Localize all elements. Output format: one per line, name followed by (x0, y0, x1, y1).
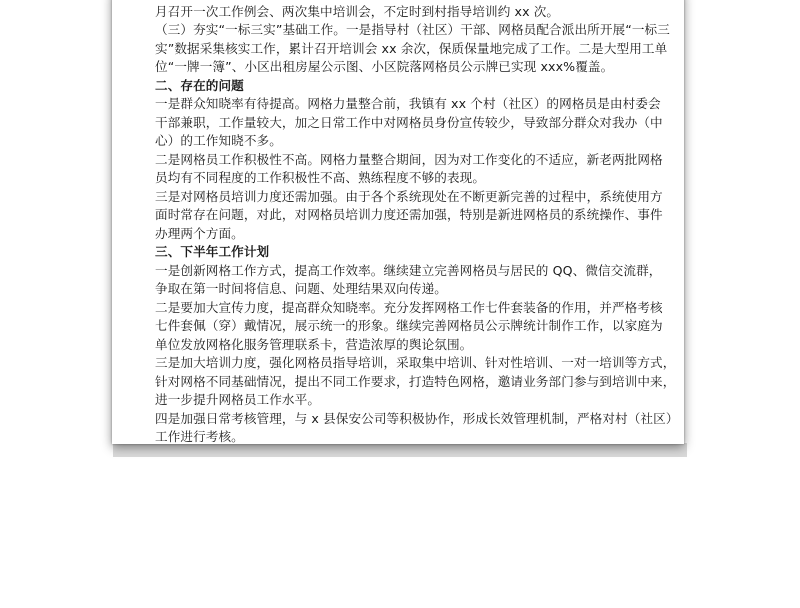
body-line: （三）夯实“一标三实”基础工作。一是指导村（社区）干部、网格员配合派出所开展“一标三 (155, 22, 670, 37)
body-line: 单位发放网格化服务管理联系卡，营造浓厚的舆论氛围。 (155, 336, 473, 352)
body-line: 干部兼职，工作量较大，加之日常工作中对网格员身份宣传较少，导致部分群众对我办（中 (155, 114, 663, 130)
body-line: 员均有不同程度的工作积极性不高、熟练程度不够的表现。 (155, 170, 486, 185)
body-line: 面时常存在问题，对此，对网格员培训力度还需加强，特别是新进网格员的系统操作、事件 (155, 207, 663, 222)
section-heading: 二、存在的问题 (155, 77, 244, 93)
body-line: 实”数据采集核实工作，累计召开培训会 xx 余次，保质保量地完成了工作。二是大型用工单 (155, 40, 668, 56)
body-line: 七件套佩（穿）戴情况，展示统一的形象。继续完善网格员公示牌统计制作工作，以家庭为 (155, 318, 663, 333)
body-line: 一是群众知晓率有待提高。网格力量整合前，我镇有 xx 个村（社区）的网格员是由村委会 (155, 96, 661, 111)
body-line: 心）的工作知晓不多。 (155, 133, 282, 148)
body-line: 位“一牌一簿”、小区出租房屋公示图、小区院落网格员公示牌已实现 xxx%覆盖。 (155, 59, 614, 74)
body-line: 二是网格员工作积极性不高。网格力量整合期间，因为对工作变化的不适应，新老两批网格 (155, 151, 663, 167)
body-line: 争取在第一时间将信息、问题、处理结果双向传递。 (155, 281, 447, 296)
body-line: 针对网格不同基础情况，提出不同工作要求，打造特色网格，邀请业务部门参与到培训中来， (155, 373, 676, 389)
body-line: 四是加强日常考核管理，与 x 县保安公司等积极协作，形成长效管理机制，严格对村（社区） (155, 410, 679, 426)
document-page (112, 0, 684, 444)
body-line: 一是创新网格工作方式，提高工作效率。继续建立完善网格员与居民的 QQ、微信交流群， (155, 262, 662, 278)
document-body (155, 0, 679, 444)
body-line: 办理两个方面。 (155, 225, 244, 241)
body-line: 工作进行考核。 (155, 429, 244, 444)
body-line: 月召开一次工作例会、两次集中培训会，不定时到村指导培训约 xx 次。 (155, 3, 560, 19)
body-line: 三是加大培训力度，强化网格员指导培训，采取集中培训、针对性培训、一对一培训等方式， (155, 355, 676, 370)
body-line: 三是对网格员培训力度还需加强。由于各个系统现处在不断更新完善的过程中，系统使用方 (155, 188, 663, 204)
body-line: 二是要加大宣传力度，提高群众知晓率。充分发挥网格工作七件套装备的作用，并严格考核 (155, 299, 663, 315)
page-shadow-band (113, 443, 687, 457)
body-line: 进一步提升网格员工作水平。 (155, 392, 321, 407)
section-heading: 三、下半年工作计划 (155, 244, 270, 259)
